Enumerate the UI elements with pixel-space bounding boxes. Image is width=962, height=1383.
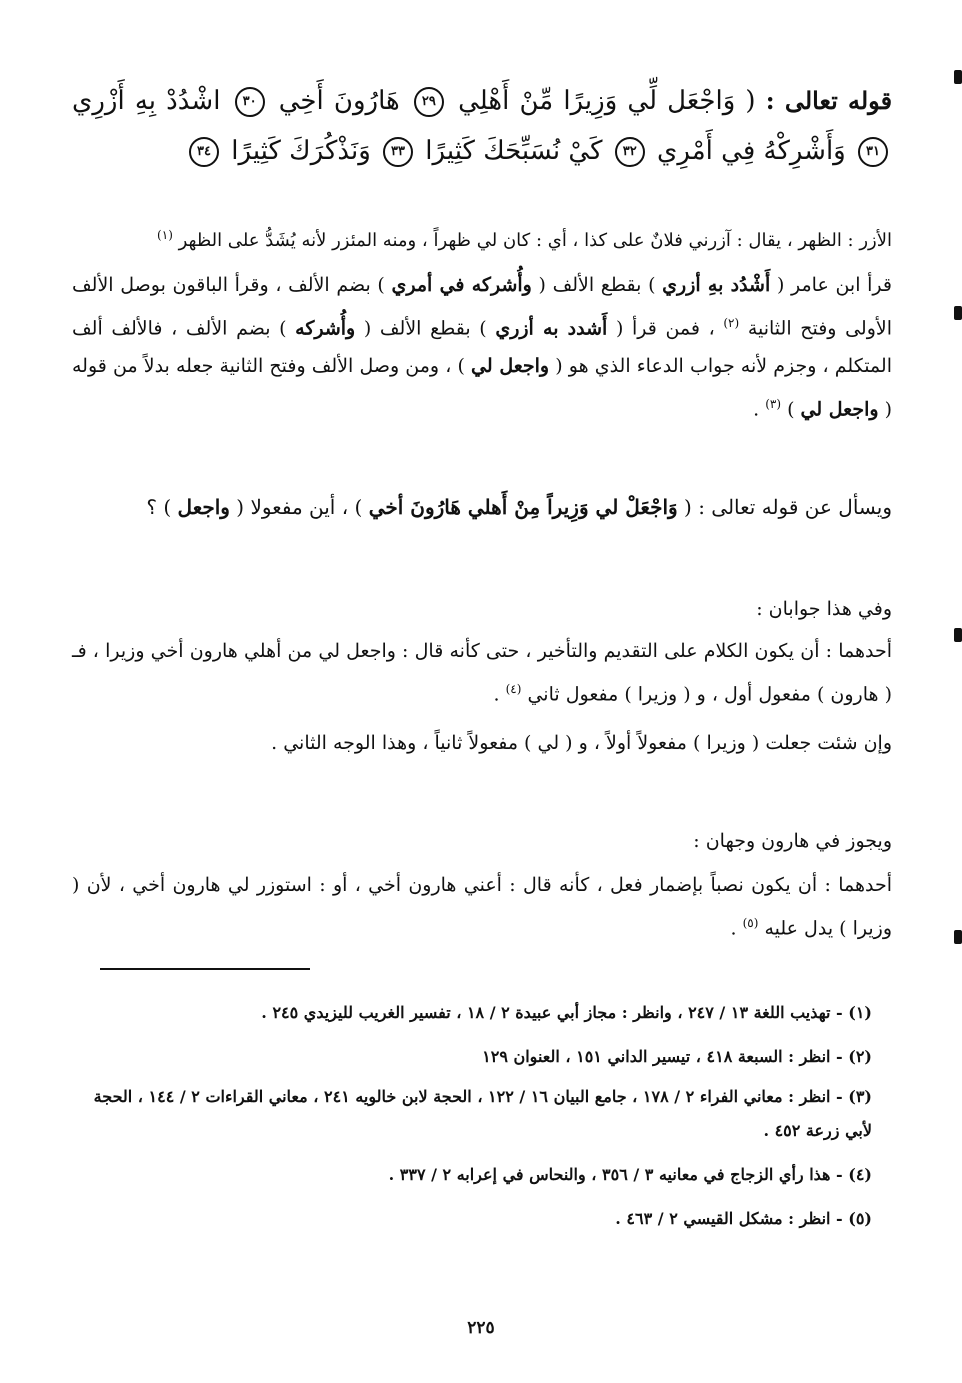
footnote-ref-2: (٢) bbox=[723, 316, 740, 330]
quran-verses: قوله تعالى : ( وَاجْعَل لِّي وَزِيرًا مِّنْ أَهْلِي ٢٩ هَارُونَ أَخِي ٣٠ اشْدُدْ بِهِ أَزْرِي ٣١ وَأَشْرِكْهُ فِي أَمْرِي ٣٢ كَيْ نُسَبِّحَكَ كَثِيرًا ٣٣ وَنَذْكُرَكَ كَثِيرًا ٣٤ bbox=[72, 86, 893, 166]
footnote-2: (٢) - انظر : السبعة ٤١٨ ، تيسير الداني ١٥١ ، العنوان ١٢٩ bbox=[482, 1047, 872, 1066]
verse-29: وَاجْعَل لِّي وَزِيرًا مِّنْ أَهْلِي bbox=[458, 86, 736, 116]
footnote-divider bbox=[100, 968, 310, 970]
ayah-number-31: ٣١ bbox=[858, 137, 888, 167]
footnote-ref-5: (٥) bbox=[742, 916, 759, 930]
harun-intro: ويجوز في هارون وجهان : bbox=[693, 830, 892, 852]
footnote-5: (٥) - انظر : مشكل القيسي ٢ / ٤٦٣ . bbox=[615, 1209, 872, 1228]
harun-first-paragraph: أحدهما : أن يكون نصباً بإضمار فعل ، كأنه قال : أعني هارون أخي ، أو : استوزر لي هارون أخي ، لأن ( وزيرا ) يدل عليه $^{(٥)}$ . bbox=[72, 874, 892, 940]
margin-mark bbox=[954, 70, 962, 84]
margin-mark bbox=[954, 628, 962, 642]
verse-32: وَأَشْرِكْهُ فِي أَمْرِي bbox=[657, 136, 846, 166]
footnote-ref-4: (٤) bbox=[505, 682, 522, 696]
verse-34: وَنَذْكُرَكَ كَثِيرًا bbox=[231, 136, 371, 166]
ayah-number-34: ٣٤ bbox=[189, 137, 219, 167]
footnote-4: (٤) - هذا رأي الزجاج في معانيه ٣ / ٣٥٦ ، والنحاس في إعرابه ٢ / ٣٣٧ . bbox=[388, 1165, 872, 1184]
verse-31: اشْدُدْ بِهِ أَزْرِي bbox=[72, 86, 221, 116]
ayah-number-29: ٢٩ bbox=[414, 87, 444, 117]
answers-intro: وفي هذا جوابان : bbox=[756, 598, 892, 620]
answer-one-paragraph: أحدهما : أن يكون الكلام على التقديم والتأخير ، حتى كأنه قال : واجعل لي من أهلي هارون أخي وزيرا ، فـ ( هارون ) مفعول أول ، و ( وزيرا ) مفعول ثاني $^{(٤)}$ . bbox=[72, 640, 892, 706]
verse-30: هَارُونَ أَخِي bbox=[278, 86, 400, 116]
quran-intro: قوله تعالى : bbox=[765, 86, 893, 115]
ayah-number-33: ٣٣ bbox=[383, 137, 413, 167]
ayah-number-32: ٣٢ bbox=[615, 137, 645, 167]
margin-mark bbox=[954, 306, 962, 320]
gloss-paragraph: الأزر : الظهر ، يقال : آزرني فلانٌ على كذا ، أي : كان لي ظهراً ، ومنه المئزر لأنه يُشَدُّ على الظهر $^{(١)}$ bbox=[157, 228, 892, 251]
readings-paragraph: قرأ ابن عامر ( أَشْدُد بهِ أزري ) بقطع الألف ( وأُشركه في أمري ) بضم الألف ، وقرأ الباقون بوصل الألف الأولى وفتح الثانية $^{(٢)}$ ، فمن قرأ ( أَشدد به أزري ) بقطع الألف ( وأُشركه ) بضم الألف ، فالألف ألف المتكلم ، وجزم لأنه جواب الدعاء الذي هو ( واجعل لي ) ، ومن وصل الألف وفتح الثانية جعله بدلاً من قوله ( واجعل لي ) $^{(٣)}$ . bbox=[72, 274, 893, 421]
answer-two-paragraph: وإن شئت جعلت ( وزيرا ) مفعولاً أولاً ، و ( لي ) مفعولاً ثانياً ، وهذا الوجه الثاني . bbox=[271, 732, 892, 754]
question-paragraph: ويسأل عن قوله تعالى : ( وَاجْعَلْ لي وَزِيراً مِنْ أَهلي هَارُونَ أخي ) ، أين مفعولا ( واجعل ) ؟ bbox=[146, 495, 892, 519]
verse-33: كَيْ نُسَبِّحَكَ كَثِيرًا bbox=[425, 136, 603, 166]
page-number: ٢٢٥ bbox=[467, 1318, 495, 1338]
ayah-number-30: ٣٠ bbox=[235, 87, 265, 117]
footnote-ref-3: (٣) bbox=[765, 397, 782, 412]
footnote-ref-1: (١) bbox=[157, 228, 173, 242]
margin-mark bbox=[954, 930, 962, 944]
footnote-1: (١) - تهذيب اللغة ١٣ / ٢٤٧ ، وانظر : مجاز أبي عبيدة ٢ / ١٨ ، تفسير الغريب لليزيدي ٢٤٥ . bbox=[261, 1003, 872, 1022]
footnote-3: (٣) - انظر : معاني الفراء ٢ / ١٧٨ ، جامع البيان ١٦ / ١٢٢ ، الحجة لابن خالويه ٢٤١ ، معاني القراءات ٢ / ١٤٤ ، الحجة لأبي زرعة ٤٥٢ . bbox=[93, 1087, 872, 1140]
